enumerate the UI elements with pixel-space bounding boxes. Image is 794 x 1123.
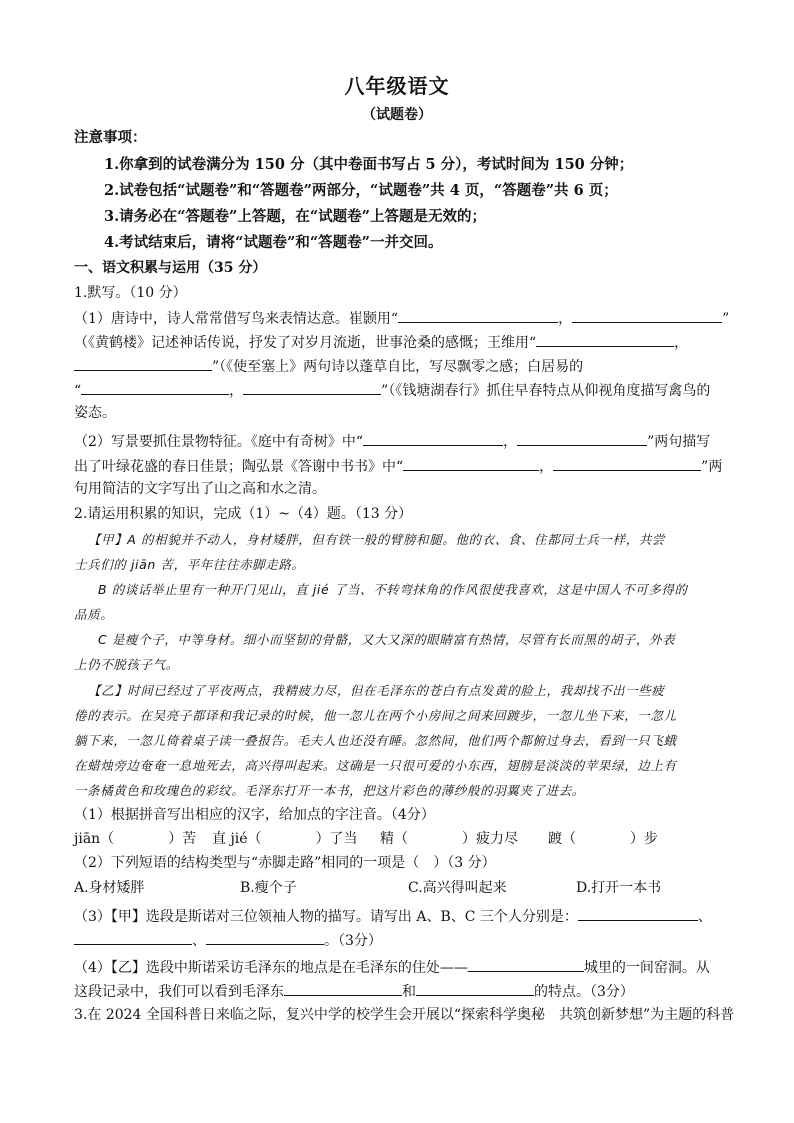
question-2-title: 2.请运用积累的知识，完成（1）~（4）题。（13 分） xyxy=(74,506,413,522)
notice-item: 3.请务必在“答题卷”上答题，在“试题卷”上答题是无效的； xyxy=(104,208,486,225)
passage-c-line: 上仍不脱孩子气。 xyxy=(74,657,179,672)
answer-blank[interactable] xyxy=(74,355,212,371)
answer-blank[interactable] xyxy=(416,980,534,996)
text: 。（3分） xyxy=(324,933,382,949)
text: 这段记录中，我们可以看到毛泽东 xyxy=(74,984,284,1000)
answer-blank[interactable] xyxy=(553,455,701,471)
answer-blank[interactable] xyxy=(578,905,698,921)
notice-item: 1.你拿到的试卷满分为 150 分（其中卷面书写占 5 分），考试时间为 150 分钟； xyxy=(104,156,634,173)
text: 和 xyxy=(402,984,416,1000)
text: ）了当 xyxy=(315,831,358,847)
q2-sub1-title: （1）根据拼音写出相应的汉字，给加点的字注音。（4分） xyxy=(74,807,435,823)
passage-b-line: 品质。 xyxy=(74,607,114,622)
q1-part1-line2 xyxy=(74,331,688,353)
q1-part2-line2 xyxy=(74,455,722,477)
answer-blank[interactable] xyxy=(243,379,381,395)
q1-part2-line3: 句用简洁的文字写出了山之高和水之清。 xyxy=(74,481,326,497)
q2-sub3-line1 xyxy=(74,905,712,927)
text: （1）唐诗中，诗人常常借写鸟来表情达意。崔颢用“ xyxy=(74,311,399,327)
text: ”（《钱塘湖春行》抓住早春特点从仰视角度描写禽鸟的 xyxy=(381,383,711,399)
q1-part2-line1 xyxy=(74,430,710,452)
answer-blank[interactable] xyxy=(284,980,402,996)
notice-heading: 注意事项： xyxy=(74,129,147,146)
text: ， xyxy=(503,434,518,450)
passage-jia-line: 士兵们的 jiān 苦，平年往往赤脚走路。 xyxy=(74,557,305,572)
text: ， xyxy=(674,335,689,351)
q2-sub1-items xyxy=(548,829,658,849)
option-b[interactable]: B.瘦个子 xyxy=(240,880,297,896)
text: ”两 xyxy=(701,459,723,475)
text: 、 xyxy=(697,909,712,925)
text: （3）【甲】选段是斯诺对三位领袖人物的描写。请写出 A、B、C 三个人分别是： xyxy=(74,909,578,925)
q1-part1-line3 xyxy=(74,355,583,377)
option-a[interactable]: A.身材矮胖 xyxy=(74,880,145,896)
answer-blank[interactable] xyxy=(363,430,503,446)
text: ）步 xyxy=(630,831,658,847)
notice-item: 2.试卷包括“试题卷”和“答题卷”两部分，“试题卷”共 4 页，“答题卷”共 6 页； xyxy=(104,182,618,199)
answer-blank[interactable] xyxy=(572,307,722,323)
q1-part1-line1 xyxy=(74,307,729,329)
q2-sub4-line1 xyxy=(74,956,710,978)
q2-sub4-line2 xyxy=(74,980,634,1002)
text: ， xyxy=(539,459,554,475)
text: （2）写景要抓住景物特征。《庭中有奇树》中“ xyxy=(74,434,364,450)
question-1-title: 1.默写。（10 分） xyxy=(74,285,187,301)
text: ， xyxy=(229,383,244,399)
text: ， xyxy=(558,311,573,327)
text: 直 jié（ xyxy=(212,831,262,847)
text: 的特点。（3分） xyxy=(534,984,634,1000)
notice-item: 4.考试结束后，请将“试题卷”和“答题卷”一并交回。 xyxy=(104,234,443,251)
section-heading: 一、语文积累与运用（35 分） xyxy=(74,260,267,276)
option-c[interactable]: C.高兴得叫起来 xyxy=(408,880,507,896)
answer-blank[interactable] xyxy=(536,331,674,347)
answer-blank[interactable] xyxy=(206,929,324,945)
q1-part1-line4 xyxy=(74,379,710,401)
answer-blank[interactable] xyxy=(74,929,192,945)
text: （《黄鹤楼》记述神话传说，抒发了对岁月流逝，世事沧桑的感慨；王维用“ xyxy=(74,335,537,351)
page-subtitle: （试题卷） xyxy=(362,107,432,123)
passage-c-line: C 是瘦个子，中等身材。细小而坚韧的骨骼，又大又深的眼睛富有热情，尽管有长而黑的胡子，外表 xyxy=(98,632,676,647)
text: （4）【乙】选段中斯诺采访毛泽东的地点是在毛泽东的住处—— xyxy=(74,960,468,976)
text: 踱（ xyxy=(548,831,576,847)
page-title: 八年级语文 xyxy=(344,74,450,98)
answer-blank[interactable] xyxy=(81,379,229,395)
answer-blank[interactable] xyxy=(403,455,539,471)
passage-jia-line: 【甲】A 的相貌并不动人，身材矮胖，但有铁一般的臂膀和腿。他的衣、食、住都同士兵一样，共尝 xyxy=(88,532,666,547)
q1-part1-line5: 姿态。 xyxy=(74,405,116,421)
text: 、 xyxy=(192,933,206,949)
q2-sub1-items xyxy=(74,829,196,849)
text: ）疲力尽 xyxy=(462,831,518,847)
text: “ xyxy=(74,383,82,399)
q2-sub3-line2 xyxy=(74,929,382,951)
answer-blank[interactable] xyxy=(517,430,647,446)
q2-sub2-title: （2）下列短语的结构类型与“赤脚走路”相同的一项是（ ）（3 分） xyxy=(74,855,496,871)
question-3-line: 3.在 2024 全国科普日来临之际，复兴中学的校学生会开展以“探索科学奥秘 共筑创新梦想”为主题的科普 xyxy=(74,1007,735,1023)
text: ” xyxy=(722,311,730,327)
text: ”（《使至塞上》两句诗以蓬草自比，写尽飘零之感；白居易的 xyxy=(212,359,584,375)
text: 城里的一间窑洞。从 xyxy=(583,960,710,976)
q2-sub1-items xyxy=(380,829,518,849)
passage-yi-line: 躺下来，一忽儿倚着桌子读一叠报告。毛夫人也还没有睡。忽然间，他们两个都俯过身去，看到一只飞蛾 xyxy=(74,733,677,748)
passage-yi-line: 一条橘黄色和玫瑰色的彩纹。毛泽东打开一本书，把这片彩色的薄纱般的羽翼夹了进去。 xyxy=(74,783,585,798)
text: 出了叶绿花盛的春日佳景；陶弘景《答谢中书书》中“ xyxy=(74,459,404,475)
answer-blank[interactable] xyxy=(398,307,558,323)
passage-b-line: B 的谈话举止里有一种开门见山，直 jié 了当、不转弯抹角的作风很使我喜欢，这是中国人不可多得的 xyxy=(98,582,688,597)
text: ”两句描写 xyxy=(647,434,711,450)
text: ）苦 xyxy=(168,831,197,847)
passage-yi-line: 在蜡烛旁边奄奄一息地死去，高兴得叫起来。这确是一只很可爱的小东西，翅膀是淡淡的苹果绿，边上有 xyxy=(74,758,677,773)
passage-yi-line: 【乙】时间已经过了平夜两点，我精疲力尽，但在毛泽东的苍白有点发黄的脸上，我却找不出一些疲 xyxy=(88,683,665,698)
text: jiān（ xyxy=(74,831,115,847)
option-d[interactable]: D.打开一本书 xyxy=(576,880,662,896)
passage-yi-line: 倦的表示。在吴亮子都译和我记录的时候，他一忽儿在两个小房间之间来回踱步，一忽儿坐下来，一忽儿 xyxy=(74,708,677,723)
q2-sub1-items xyxy=(212,829,358,849)
answer-blank[interactable] xyxy=(468,956,584,972)
text: 精（ xyxy=(380,831,408,847)
